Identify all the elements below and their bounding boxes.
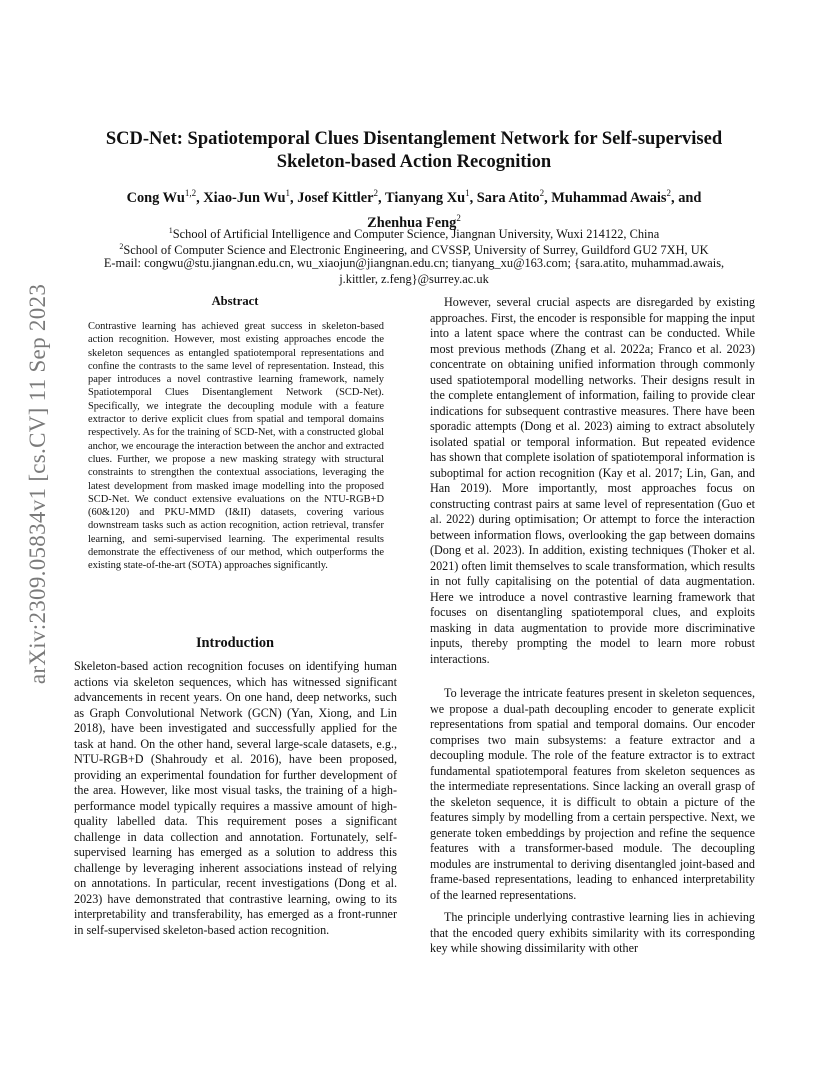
- author-name: Zhenhua Feng: [367, 214, 457, 231]
- author-affil-mark: 1: [285, 188, 291, 198]
- introduction-heading: Introduction: [195, 635, 275, 651]
- author-name: , Sara Atito: [469, 189, 540, 206]
- author-affil-mark: 2: [539, 188, 545, 198]
- affiliation-text: School of Computer Science and Electronic Engineering, and CVSSP, University of Surrey, Guildford GU2 7XH, UK: [123, 243, 709, 258]
- arxiv-identifier: arXiv:2309.05834v1 [cs.CV] 11 Sep 2023: [25, 283, 51, 685]
- author-name: , Tianyang Xu: [378, 189, 466, 206]
- author-affil-mark: 1,2: [184, 188, 197, 198]
- author-affil-mark: 2: [456, 212, 461, 223]
- arxiv-stamp: [25, 284, 51, 684]
- title-line-2: Skeleton-based Action Recognition: [276, 152, 552, 172]
- paper-title: [70, 128, 758, 174]
- email-line-1: E-mail: congwu@stu.jiangnan.edu.cn, wu_xiaojun@jiangnan.edu.cn; tianyang_xu@163.com; {sara.atito, muhammad.awais,: [103, 256, 725, 270]
- author-name: , Xiao-Jun Wu: [196, 189, 286, 206]
- author-conjunction: , and: [671, 189, 702, 206]
- author-name: , Muhammad Awais: [544, 189, 667, 206]
- affil-mark: 2: [119, 242, 124, 251]
- right-column-paragraph-2: To leverage the intricate features present in skeleton sequences, we propose a dual-path decoupling encoder to generate explicit representations from spatial and temporal domains. Our encoder comprises two main subsystems: a feature extractor and a decoupling module. The role of the feature extractor is to extract fundamental spatiotemporal features from skeleton sequences as the intermediate representations. Since lacking an overall grasp of the skeleton sequence, it is difficult to obtain a picture of the features simply by modelling from a certain perspective. Next, we generate token embeddings by projection and refine the sequence features with a transformer-based module. The decoupling modules are instrumental to deriving disentangled joint-based and frame-based representations, leading to enhanced interpretability of the learned representations.: [430, 686, 755, 902]
- email-line-2: j.kittler, z.feng}@surrey.ac.uk: [339, 272, 489, 286]
- abstract-heading: Abstract: [211, 294, 259, 308]
- affil-mark: 1: [168, 226, 173, 235]
- author-name: Cong Wu: [126, 189, 185, 206]
- affiliation-text: School of Artificial Intelligence and Computer Science, Jiangnan University, Wuxi 214122, China: [172, 227, 660, 242]
- author-name: , Josef Kittler: [290, 189, 374, 206]
- introduction-text: Skeleton-based action recognition focuses on identifying human actions via skeleton sequences, which has witnessed significant advancements in recent years. On one hand, deep networks, such as Graph Convolutional Network (GCN) (Yan, Xiong, and Lin 2018), have been investigated and successfully applied for the task at hand. On the other hand, several large-scale datasets, e.g., NTU-RGB+D (Shahroudy et al. 2016), have been proposed, providing an experimental foundation for further development of the area. However, like most visual tasks, the training of a high-performance model typically requires a massive amount of high-quality labelled data. This requirement poses a significant challenge in data collection and annotation. Fortunately, self-supervised learning has emerged as a solution to address this challenge by leveraging inherent associations instead of relying on annotations. In particular, recent investigations (Dong et al. 2023) have demonstrated that contrastive learning, owing to its interpretability and transferability, has emerged as a front-runner in self-supervised skeleton-based action recognition.: [74, 659, 397, 937]
- title-line-1: SCD-Net: Spatiotemporal Clues Disentanglement Network for Self-supervised: [105, 129, 723, 149]
- author-affil-mark: 1: [465, 188, 470, 198]
- abstract-text: Contrastive learning has achieved great success in skeleton-based action recognition. However, most existing approaches encode the skeleton sequences as entangled spatiotemporal representations and confine the contrasts to the same level of representation. Instead, this paper introduces a novel contrastive learning framework, namely Spatiotemporal Clues Disentanglement Network (SCD-Net). Specifically, we integrate the decoupling module with a feature extractor to derive explicit clues from spatial and temporal domains respectively. As for the training of SCD-Net, with a constructed global anchor, we encourage the interaction between the anchor and extracted clues. Further, we propose a new masking strategy with structural constraints to strengthen the contextual associations, leveraging the latest development from masked image modelling into the proposed SCD-Net. We conduct extensive evaluations on the NTU-RGB+D (60&120) and PKU-MMD (I&II) datasets, covering various downstream tasks such as action recognition, action retrieval, transfer learning, and semi-supervised learning. The experimental results demonstrate the effectiveness of our method, which outperforms the existing state-of-the-art (SOTA) approaches significantly.: [88, 321, 384, 572]
- author-line-1: [80, 183, 748, 208]
- right-column-paragraph-1: However, several crucial aspects are disregarded by existing approaches. First, the encoder is responsible for mapping the input into a latent space where the contrast can be conducted. While most previous methods (Zhang et al. 2022a; Franco et al. 2023) concentrate on obtaining unified information through commonly used spatiotemporal modelling networks. Their designs result in the complete entanglement of information, failing to provide clear indications for subsequent contrastive measures. There have been sporadic attempts (Dong et al. 2023) aiming to extract absolutely isolated spatial or temporal information. But repeated evidence has shown that complete isolation of spatiotemporal information is suboptimal for action recognition (Kay et al. 2017; Lin, Gan, and Han 2019). More importantly, most approaches focus on constructing contrast pairs at same level of representation (Guo et al. 2022) during optimisation; Or attempt to force the interaction between information flows, overlooking the gap between domains (Dong et al. 2023). In addition, existing techniques (Thoker et al. 2021) often limit themselves to scale transformation, which results in not fully capitalising on the potential of data augmentation. Here we introduce a novel contrastive learning framework that focuses on disentangling spatiotemporal clues, and exploits masking in data augmentation to provide more discriminative inputs, thereby prompting the model to learn more robust interactions.: [430, 295, 755, 666]
- author-affil-mark: 2: [666, 188, 672, 198]
- right-column-paragraph-3: The principle underlying contrastive learning lies in achieving that the encoded query exhibits similarity with its corresponding key while showing dissimilarity with other: [430, 910, 755, 955]
- author-affil-mark: 2: [373, 188, 379, 198]
